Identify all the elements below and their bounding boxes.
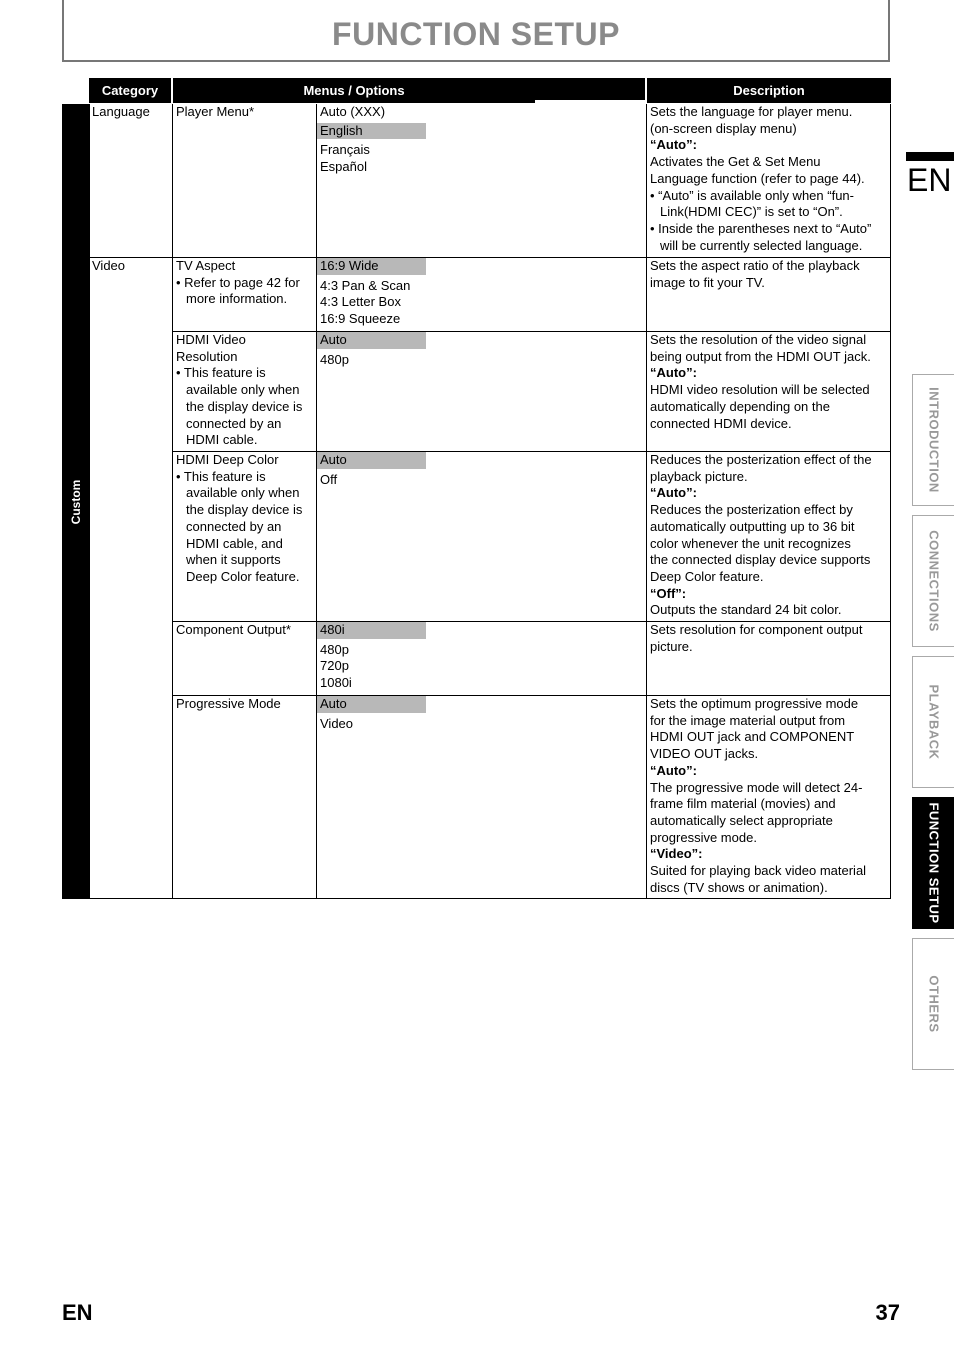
option-item: 480p bbox=[320, 351, 349, 367]
desc-line: “Auto”: bbox=[650, 137, 697, 153]
desc-line: discs (TV shows or animation). bbox=[650, 879, 828, 895]
desc-line: picture. bbox=[650, 638, 693, 654]
side-tab-others bbox=[912, 938, 954, 1070]
side-tab-function-setup-label: FUNCTION SETUP bbox=[926, 802, 941, 924]
desc-line: the connected display device supports bbox=[650, 552, 871, 568]
desc-line: frame film material (movies) and bbox=[650, 796, 836, 812]
desc-line: Reduces the posterization effect of the bbox=[650, 452, 872, 467]
header-category: Category bbox=[89, 78, 171, 103]
option-item: Français bbox=[320, 142, 370, 158]
header-menus-options: Menus / Options bbox=[173, 78, 535, 103]
desc-line: Sets the aspect ratio of the playback bbox=[650, 258, 860, 273]
desc-line: “Off”: bbox=[650, 585, 687, 601]
desc-line: (on-screen display menu) bbox=[650, 120, 797, 136]
option-item-selected: Auto bbox=[317, 452, 426, 469]
title-box bbox=[62, 0, 890, 62]
side-tab-introduction bbox=[912, 374, 954, 506]
header-menus-extension bbox=[535, 78, 645, 100]
desc-component-output bbox=[650, 622, 890, 655]
menu-note: HDMI cable, and bbox=[186, 535, 283, 551]
header-description: Description bbox=[647, 78, 891, 103]
desc-line: Sets the resolution of the video signal bbox=[650, 332, 867, 347]
desc-line: “Auto”: bbox=[650, 485, 697, 501]
desc-line: Language function (refer to page 44). bbox=[650, 170, 865, 186]
desc-player-menu bbox=[650, 104, 890, 254]
options-hdmi-deep-color bbox=[320, 450, 640, 488]
language-tab bbox=[906, 152, 954, 200]
menu-progressive-mode: Progressive Mode bbox=[176, 696, 281, 711]
desc-line: • “Auto” is available only when “fun- bbox=[650, 187, 854, 203]
grid-line bbox=[62, 898, 891, 899]
grid-line bbox=[890, 104, 891, 899]
page-number: 37 bbox=[875, 1300, 900, 1325]
menu-name: HDMI Deep Color bbox=[176, 452, 279, 467]
desc-hdmi-video-resolution bbox=[650, 332, 890, 432]
menu-note: connected by an bbox=[186, 415, 282, 431]
menu-note: Deep Color feature. bbox=[186, 568, 300, 584]
language-tab-bar bbox=[906, 152, 954, 161]
menu-hdmi-video-resolution bbox=[176, 332, 314, 449]
option-item: Español bbox=[320, 159, 367, 175]
grid-line bbox=[172, 104, 173, 899]
menu-note: connected by an bbox=[186, 518, 282, 534]
desc-line: HDMI OUT jack and COMPONENT bbox=[650, 729, 855, 745]
menu-note: HDMI cable. bbox=[186, 432, 258, 448]
option-item: Auto (XXX) bbox=[320, 104, 386, 119]
option-item: 480p bbox=[320, 641, 349, 657]
option-item-selected: Auto bbox=[317, 696, 426, 713]
desc-line: VIDEO OUT jacks. bbox=[650, 746, 759, 762]
option-item: 4:3 Pan & Scan bbox=[320, 277, 411, 293]
desc-line: “Video”: bbox=[650, 846, 703, 862]
category-video: Video bbox=[92, 258, 126, 273]
desc-line: will be currently selected language. bbox=[660, 237, 863, 253]
menu-note: • Refer to page 42 for bbox=[176, 274, 300, 290]
desc-line: being output from the HDMI OUT jack. bbox=[650, 348, 871, 364]
grid-line bbox=[89, 104, 90, 899]
option-item-selected: English bbox=[317, 123, 426, 140]
group-custom bbox=[62, 104, 90, 899]
option-item-selected: 16:9 Wide bbox=[317, 258, 426, 275]
language-tab-label: EN bbox=[907, 162, 952, 198]
side-tab-connections bbox=[912, 515, 954, 647]
option-item: 1080i bbox=[320, 675, 352, 691]
page-title: FUNCTION SETUP bbox=[332, 16, 620, 52]
option-item-selected: Auto bbox=[317, 332, 426, 349]
desc-line: Link(HDMI CEC)” is set to “On”. bbox=[660, 204, 843, 220]
option-item: 4:3 Letter Box bbox=[320, 294, 401, 310]
side-tab-others-label: OTHERS bbox=[926, 975, 941, 1033]
desc-line: The progressive mode will detect 24- bbox=[650, 779, 863, 795]
menu-name: HDMI Video bbox=[176, 332, 246, 347]
desc-progressive-mode bbox=[650, 696, 890, 896]
options-component-output bbox=[320, 620, 640, 692]
side-tab-connections-label: CONNECTIONS bbox=[926, 530, 941, 632]
side-tab-playback bbox=[912, 656, 954, 788]
menu-component-output: Component Output* bbox=[176, 622, 291, 637]
option-item: Off bbox=[320, 471, 338, 487]
desc-line: “Auto”: bbox=[650, 762, 697, 778]
desc-line: Sets the optimum progressive mode bbox=[650, 696, 859, 711]
options-hdmi-video-resolution bbox=[320, 330, 640, 368]
desc-line: • Inside the parentheses next to “Auto” bbox=[650, 220, 872, 236]
desc-tv-aspect bbox=[650, 258, 890, 291]
desc-line: Activates the Get & Set Menu bbox=[650, 154, 821, 170]
footer-language: EN bbox=[62, 1300, 93, 1325]
desc-line: HDMI video resolution will be selected bbox=[650, 382, 870, 398]
menu-player-menu: Player Menu* bbox=[176, 104, 255, 119]
desc-line: automatically select appropriate bbox=[650, 812, 833, 828]
desc-line: “Auto”: bbox=[650, 365, 697, 381]
desc-line: playback picture. bbox=[650, 468, 748, 484]
category-language: Language bbox=[92, 104, 150, 119]
option-item: 16:9 Squeeze bbox=[320, 311, 401, 327]
desc-line: progressive mode. bbox=[650, 829, 757, 845]
desc-line: Sets the language for player menu. bbox=[650, 104, 853, 119]
menu-note: more information. bbox=[186, 291, 288, 307]
option-item-selected: 480i bbox=[317, 622, 426, 639]
menu-note: when it supports bbox=[186, 552, 281, 568]
menu-note: available only when bbox=[186, 485, 300, 501]
menu-tv-aspect bbox=[176, 258, 314, 308]
desc-line: Outputs the standard 24 bit color. bbox=[650, 602, 842, 618]
desc-line: image to fit your TV. bbox=[650, 274, 765, 290]
options-progressive-mode bbox=[320, 694, 640, 732]
side-tab-playback-label: PLAYBACK bbox=[926, 684, 941, 760]
desc-line: automatically depending on the bbox=[650, 398, 830, 414]
menu-note: • This feature is bbox=[176, 365, 266, 381]
group-custom-label: Custom bbox=[69, 479, 83, 524]
desc-hdmi-deep-color bbox=[650, 452, 890, 619]
side-tab-function-setup bbox=[912, 797, 954, 929]
menu-note: • This feature is bbox=[176, 468, 266, 484]
menu-note: the display device is bbox=[186, 502, 303, 518]
menu-name: TV Aspect bbox=[176, 258, 236, 273]
grid-line bbox=[646, 104, 647, 899]
option-item: Video bbox=[320, 715, 354, 731]
options-tv-aspect bbox=[320, 256, 640, 328]
desc-line: Reduces the posterization effect by bbox=[650, 502, 853, 518]
desc-line: Suited for playing back video material bbox=[650, 863, 867, 879]
desc-line: color whenever the unit recognizes bbox=[650, 535, 851, 551]
option-item: 720p bbox=[320, 658, 349, 674]
menu-hdmi-deep-color bbox=[176, 452, 314, 586]
grid-line bbox=[316, 104, 317, 899]
desc-line: Sets resolution for component output bbox=[650, 622, 863, 637]
desc-line: connected HDMI device. bbox=[650, 415, 792, 431]
desc-line: automatically outputting up to 36 bit bbox=[650, 518, 855, 534]
menu-note: available only when bbox=[186, 382, 300, 398]
side-tab-introduction-label: INTRODUCTION bbox=[926, 387, 941, 493]
desc-line: for the image material output from bbox=[650, 712, 846, 728]
options-player-menu bbox=[320, 104, 640, 176]
menu-note: the display device is bbox=[186, 398, 303, 414]
desc-line: Deep Color feature. bbox=[650, 568, 764, 584]
menu-name: Resolution bbox=[176, 348, 238, 364]
